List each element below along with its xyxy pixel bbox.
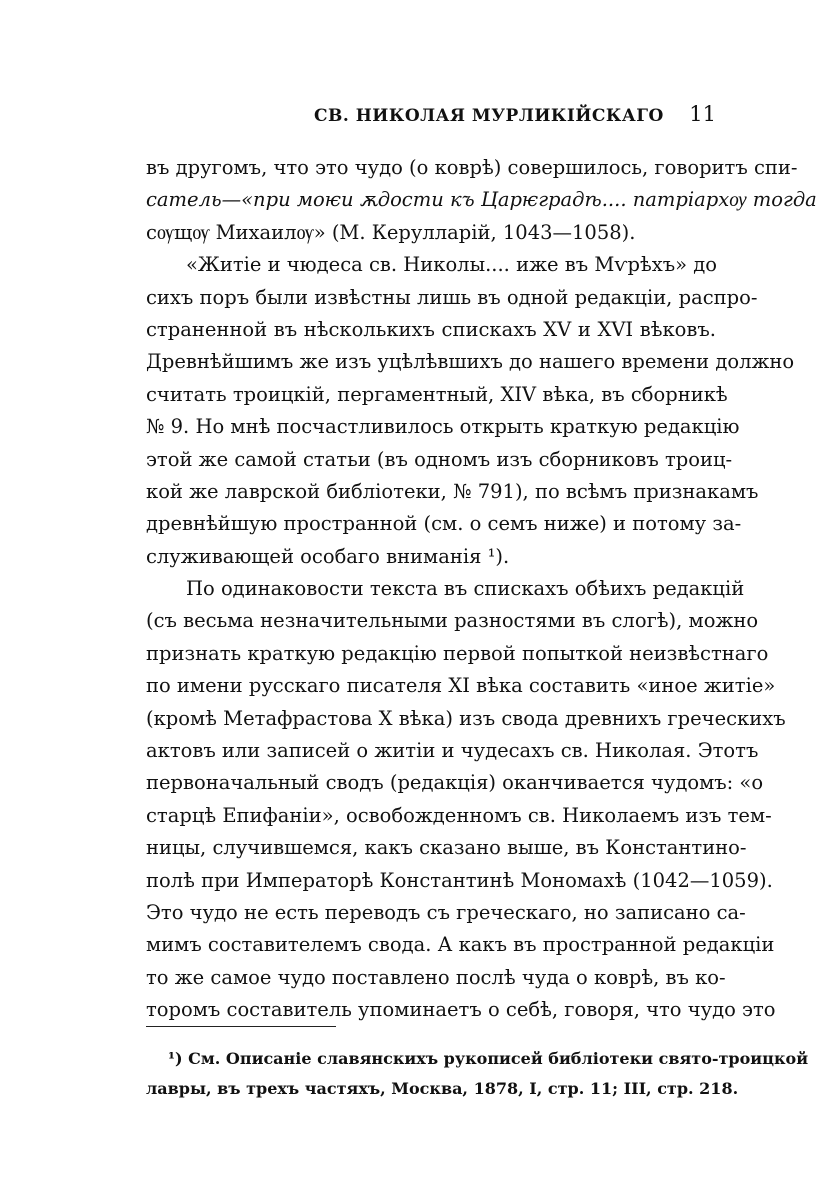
text-line: № 9. Но мнѣ посчастливилось открыть краткую редакцію [146,415,740,439]
footnote-rule [146,1026,336,1027]
body-text [146,152,817,1027]
running-head [146,102,716,132]
text-line: По одинаковости текста въ спискахъ обѣихъ редакцій [186,577,745,601]
text-line: актовъ или записей о житіи и чудесахъ св. Николая. Этотъ [146,739,759,763]
text-line: (кромѣ Метафрастова X вѣка) изъ свода древнихъ греческихъ [146,706,786,730]
page-number: 11 [689,102,716,126]
running-title: СВ. НИКОЛАЯ МУРЛИКІЙСКАГО [314,106,664,126]
text-line: страненной въ нѣсколькихъ спискахъ XV и XVI вѣковъ. [146,317,716,341]
text-line: Древнѣйшимъ же изъ уцѣлѣвшихъ до нашего времени должно [146,350,795,374]
footnotes [146,1044,809,1104]
text-line: признать краткую редакцію первой попыткой неизвѣстнаго [146,641,769,665]
text-line: Это чудо не есть переводъ съ греческаго, но записано са- [146,900,746,924]
text-line: древнѣйшую пространной (см. о семъ ниже) и потому за- [146,512,742,536]
text-line: полѣ при Императорѣ Константинѣ Мономахѣ (1042—1059). [146,868,773,892]
text-line: въ другомъ, что это чудо (о коврѣ) совершилось, говоритъ спи- [146,156,798,179]
text-line: старцѣ Епифаніи», освобожденномъ св. Николаемъ изъ тем- [146,803,772,827]
text-line: по имени русскаго писателя XI вѣка составить «иное житіе» [146,674,776,698]
text-line: сихъ поръ были извѣстны лишь въ одной редакціи, распро- [146,285,758,309]
text-line: сѹщѹ Михаилѹ» (М. Керулларій, 1043—1058). [146,220,636,244]
text-line: ницы, случившемся, какъ сказано выше, въ Константино- [146,836,747,860]
text-line: первоначальный сводъ (редакція) оканчивается чудомъ: «о [146,771,764,795]
text-line: служивающей особаго вниманія ¹). [146,544,510,568]
text-line: торомъ составитель упоминаетъ о себѣ, говоря, что чудо это [146,998,776,1022]
footnote-line: лавры, въ трехъ частяхъ, Москва, 1878, I, стр. 11; III, стр. 218. [146,1079,739,1098]
text-line: кой же лаврской библіотеки, № 791), по всѣмъ признакамъ [146,479,759,503]
text-line: (съ весьма незначительными разностями въ слогѣ), можно [146,609,759,633]
text-line: то же самое чудо поставлено послѣ чуда о коврѣ, въ ко- [146,965,726,989]
text-line: сатель—«при моѥи ѫдости къ Царѥградѣ.... патріархѹ тогда [146,188,817,212]
text-line: этой же самой статьи (въ одномъ изъ сборниковъ троиц- [146,447,733,471]
text-line: мимъ составителемъ свода. А какъ въ пространной редакціи [146,933,775,957]
text-line: «Житіе и чюдеса св. Николы.... иже въ Мѵрѣхъ» до [186,253,718,277]
text-line: считать троицкій, пергаментный, XIV вѣка, въ сборникѣ [146,382,728,406]
footnote-line: ¹) См. Описаніе славянскихъ рукописей библіотеки свято-троицкой [168,1049,809,1068]
